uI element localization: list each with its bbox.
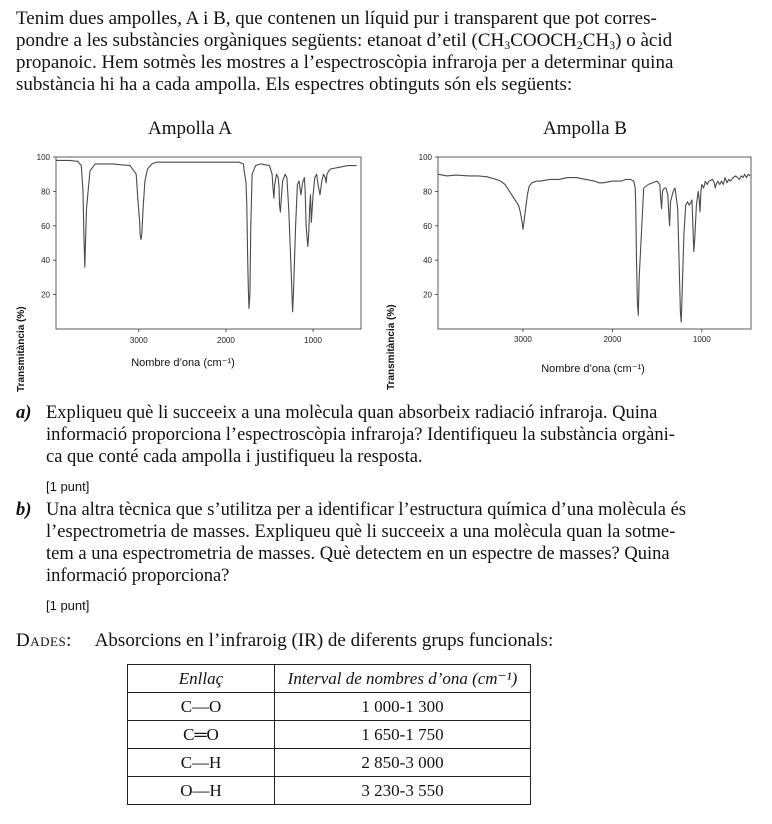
question-a-line: informació proporciona l’espectroscòpia infraroja? Identifiqueu la substància orgàni- [46, 425, 675, 445]
table-row [128, 777, 531, 805]
table-header-range: Interval de nombres d’ona (cm⁻¹) [275, 665, 531, 693]
table-cell-bond: O—H [128, 777, 275, 805]
ir-absorption-table [127, 664, 531, 805]
spectrum-b-ytick-label: 40 [423, 256, 432, 266]
intro-line-1: Tenim dues ampolles, A i B, que contenen un líquid pur i transparent que pot corres- [16, 8, 657, 29]
question-a-mark: a) [16, 403, 32, 423]
spectrum-b-chart [380, 140, 772, 390]
spectrum-b-ytick-label: 20 [423, 290, 432, 300]
spectrum-a-xtick-label: 1000 [304, 336, 322, 345]
spectrum-b-trace [438, 174, 750, 322]
table-cell-range: 2 850-3 000 [275, 749, 531, 777]
table-cell-range: 1 000-1 300 [275, 693, 531, 721]
question-a-line: ca que conté cada ampolla i justifiqueu la resposta. [46, 447, 423, 467]
intro-line-4: substància hi ha a cada ampolla. Els espectres obtinguts són els següents: [16, 74, 573, 95]
table-cell-bond: C—O [128, 693, 275, 721]
spectrum-a-svg [0, 140, 380, 392]
intro-line-2-d: ) o àcid [615, 30, 673, 51]
question-a-line: Expliqueu què li succeeix a una molècula quan absorbeix radiació infraroja. Quina [46, 403, 658, 423]
question-b-text [46, 499, 756, 587]
subscript: 3 [609, 38, 616, 52]
spectrum-a-ytick-label: 60 [41, 221, 50, 231]
table-row [128, 693, 531, 721]
spectrum-b-ylabel: Transmitància (%) [386, 304, 397, 390]
spectrum-b-ytick-label: 100 [418, 153, 432, 162]
spectrum-b-ytick-label: 80 [423, 187, 432, 197]
intro-paragraph [16, 8, 756, 96]
spectrum-a-xlabel: Nombre d’ona (cm⁻¹) [131, 357, 235, 369]
dades-label: Dades: [16, 630, 72, 651]
question-b-line: Una altra tècnica que s’utilitza per a identificar l’estructura química d’una molècula és [46, 500, 687, 520]
subscript: 2 [576, 38, 583, 52]
table-cell-bond: C═O [128, 721, 275, 749]
spectrum-b-xtick-label: 2000 [603, 335, 622, 344]
question-a-text [46, 402, 756, 468]
question-b-points: [1 punt] [46, 598, 90, 613]
spectrum-b-svg [380, 140, 772, 390]
table-cell-bond: C—H [128, 749, 275, 777]
intro-line-2-a: pondre a les substàncies orgàniques següents: etanoat d’etil (CH [16, 30, 505, 51]
question-a [16, 402, 756, 468]
spectrum-b-title: Ampolla B [543, 118, 627, 139]
spectrum-a-frame [56, 157, 361, 329]
spectrum-b-ytick-label: 60 [423, 221, 432, 231]
question-a-points: [1 punt] [46, 479, 90, 494]
spectrum-a-ytick-label: 20 [41, 290, 50, 300]
spectrum-a-xtick-label: 3000 [129, 336, 148, 345]
intro-line-2-b: COOCH [510, 30, 577, 51]
table-cell-range: 1 650-1 750 [275, 721, 531, 749]
spectrum-a-trace [56, 160, 357, 311]
spectrum-a-ylabel: Transmitància (%) [16, 306, 27, 392]
intro-line-3: propanoic. Hem sotmès les mostres a l’espectroscòpia infraroja per a determinar quina [16, 52, 674, 73]
dades-text: Absorcions en l’infraroig (IR) de diferents grups funcionals: [94, 630, 554, 651]
spectrum-b-xtick-label: 3000 [514, 335, 532, 344]
intro-line-2 [16, 30, 756, 52]
table-header-row [128, 665, 531, 693]
question-b [16, 499, 756, 587]
intro-line-2-c: CH [582, 30, 610, 51]
question-b-line: informació proporciona? [46, 566, 230, 586]
spectrum-b-xtick-label: 1000 [692, 335, 711, 344]
spectrum-b-xlabel: Nombre d’ona (cm⁻¹) [541, 363, 645, 375]
spectrum-a-chart [0, 140, 380, 390]
subscript: 3 [504, 38, 511, 52]
spectrum-b-frame [438, 157, 751, 329]
table-cell-range: 3 230-3 550 [275, 777, 531, 805]
dades-line [16, 630, 553, 652]
table-row [128, 721, 531, 749]
question-b-mark: b) [16, 500, 32, 520]
question-b-line: tem a una espectrometria de masses. Què detectem en un espectre de masses? Quina [46, 544, 670, 564]
spectrum-a-ytick-label: 80 [41, 187, 50, 197]
question-b-line: l’espectrometria de masses. Expliqueu què li succeeix a una molècula quan la sotme- [46, 522, 676, 542]
table-header-bond: Enllaç [128, 665, 275, 693]
spectrum-a-ytick-label: 100 [36, 153, 50, 162]
spectrum-a-ytick-label: 40 [41, 256, 50, 266]
spectrum-a-xtick-label: 2000 [217, 336, 235, 345]
spectrum-a-title: Ampolla A [148, 118, 232, 139]
table-row [128, 749, 531, 777]
